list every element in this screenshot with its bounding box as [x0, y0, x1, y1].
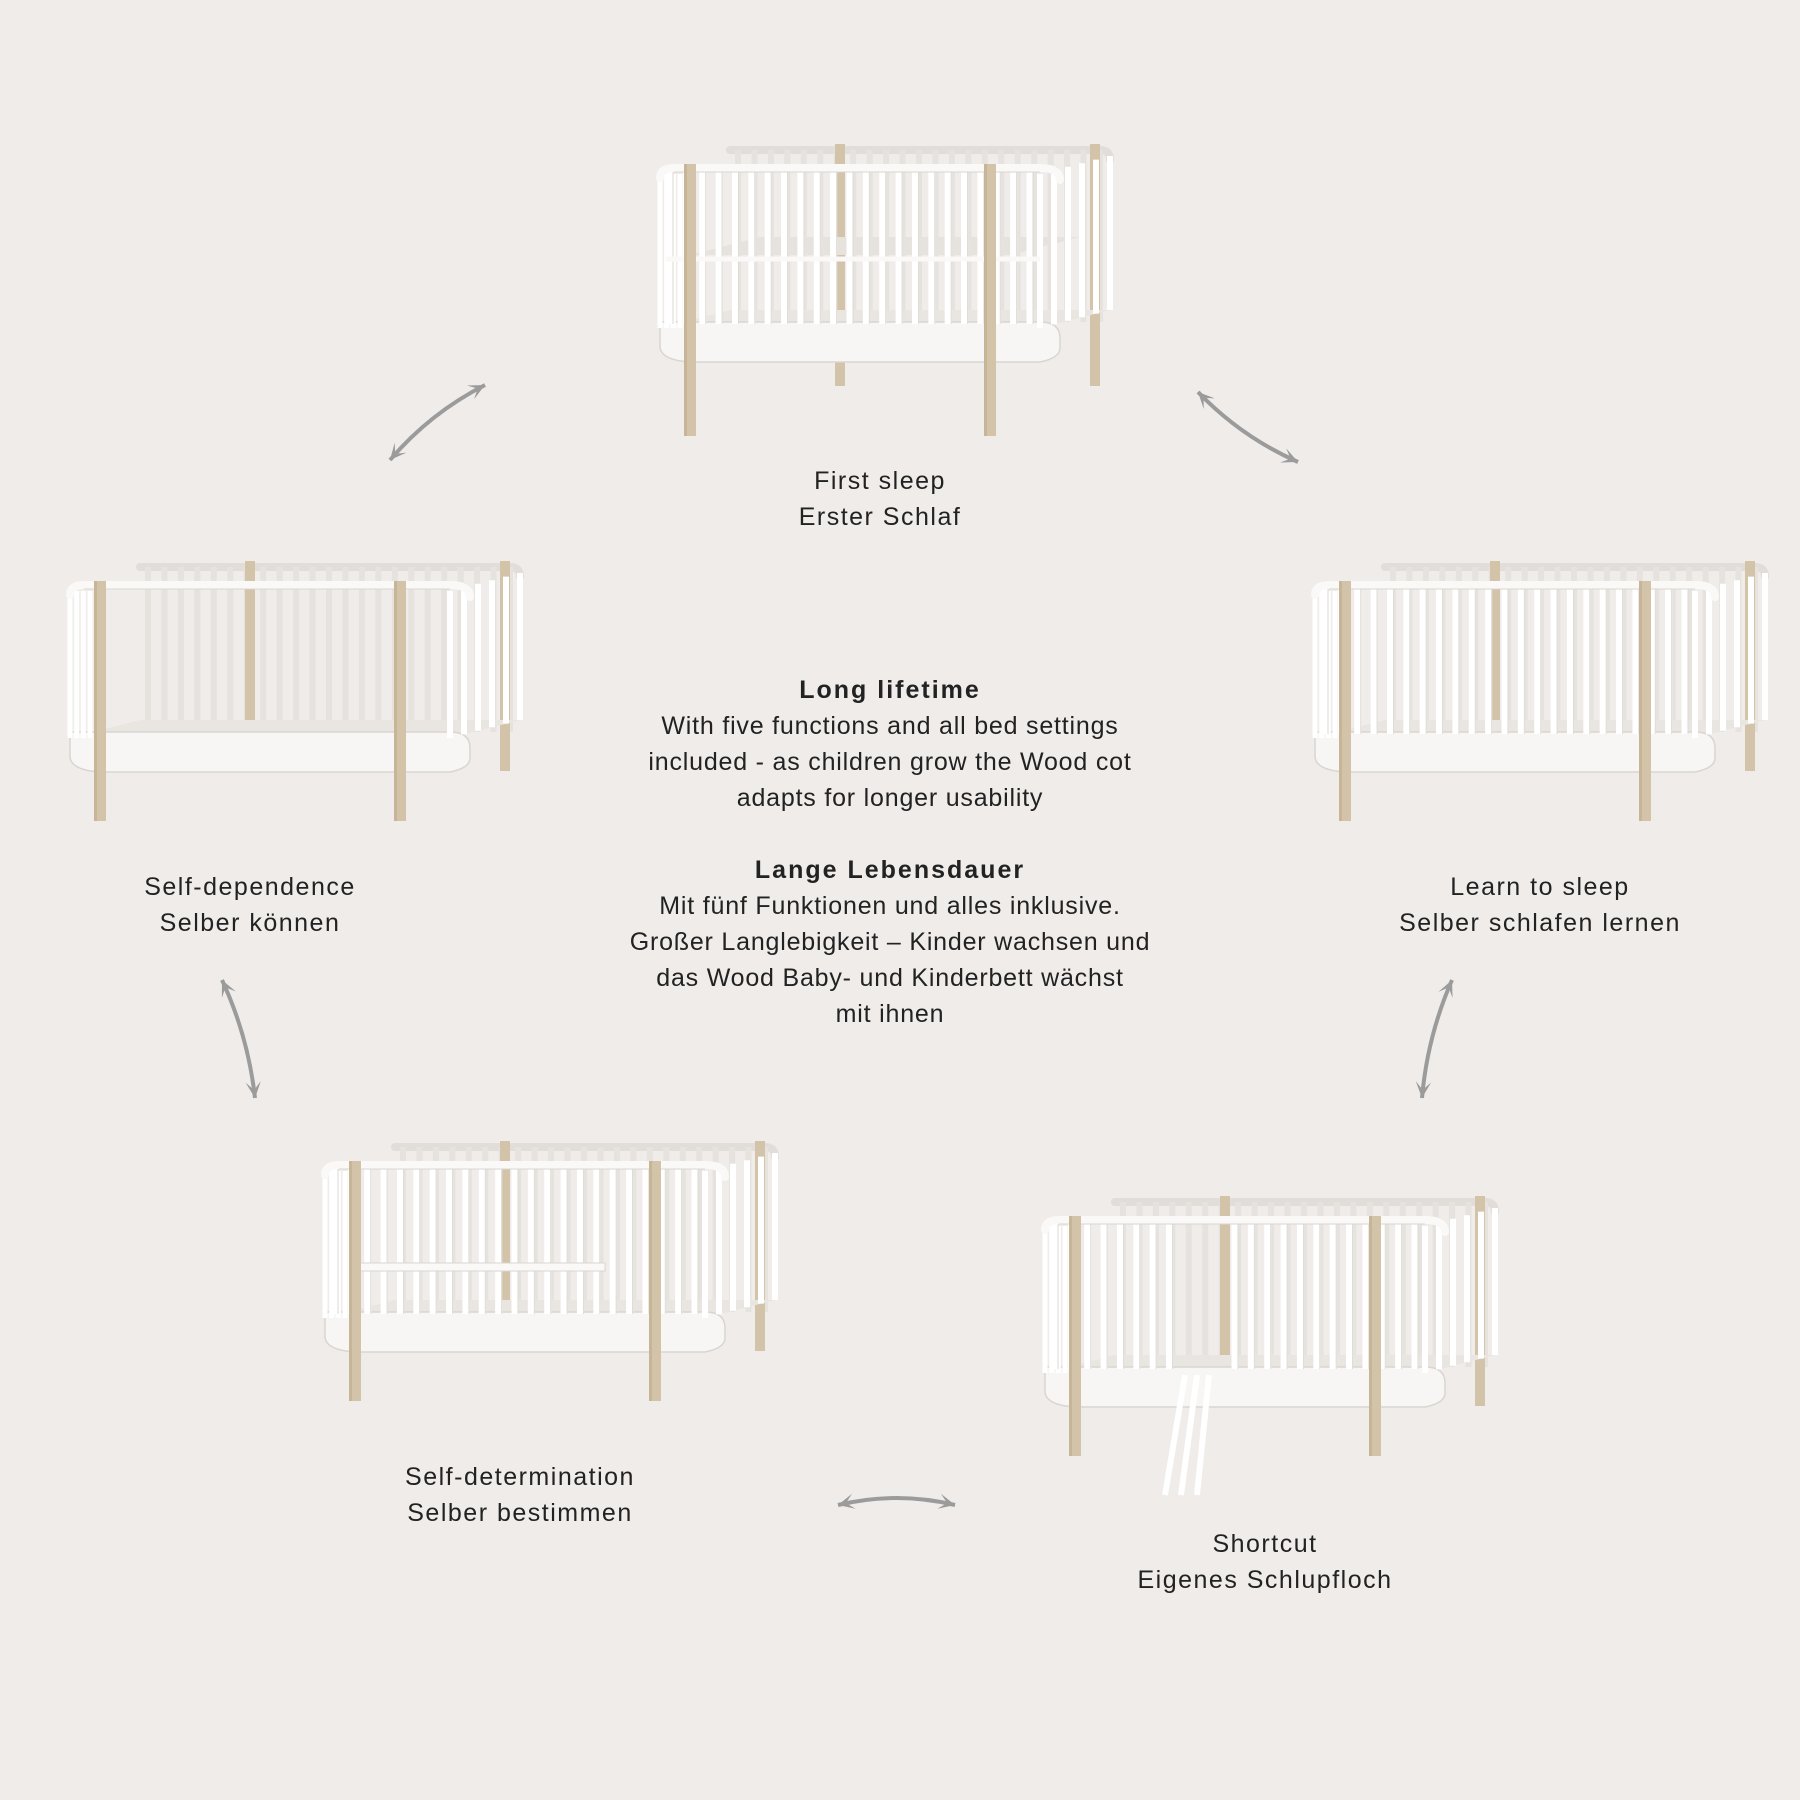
double-arrow-top-left-icon	[390, 385, 485, 460]
center-line-en: With five functions and all bed settings	[661, 712, 1119, 740]
caption-first-sleep-en: First sleep	[814, 467, 946, 495]
caption-first-sleep-de: Erster Schlaf	[798, 503, 962, 531]
center-line-de: mit ihnen	[835, 1000, 945, 1028]
double-arrow-top-right-icon	[1198, 392, 1298, 462]
caption-self-determination-de: Selber bestimmen	[407, 1499, 633, 1527]
caption-shortcut-de: Eigenes Schlupfloch	[1137, 1566, 1393, 1594]
arrow-shaft	[1198, 392, 1298, 462]
caption-learn-to-sleep-en: Learn to sleep	[1450, 873, 1630, 901]
center-line-de: das Wood Baby- und Kinderbett wächst	[656, 964, 1124, 992]
caption-learn-to-sleep-de: Selber schlafen lernen	[1399, 909, 1681, 937]
center-title-de: Lange Lebensdauer	[754, 856, 1026, 884]
double-arrow-left-icon	[222, 980, 261, 1098]
caption-shortcut-en: Shortcut	[1212, 1530, 1318, 1558]
arrow-shaft	[390, 385, 485, 460]
caption-self-dependence-de: Selber können	[159, 909, 341, 937]
center-title-en: Long lifetime	[799, 676, 981, 704]
caption-self-determination-en: Self-determination	[405, 1463, 635, 1491]
arrow-shaft	[222, 980, 255, 1098]
arrow-shaft	[838, 1498, 955, 1505]
center-line-de: Mit fünf Funktionen und alles inklusive.	[659, 892, 1121, 920]
double-arrow-right-icon	[1416, 980, 1453, 1098]
double-arrow-bottom-icon	[838, 1494, 955, 1509]
center-line-en: adapts for longer usability	[736, 784, 1044, 812]
center-line-de: Großer Langlebigkeit – Kinder wachsen und	[629, 928, 1151, 956]
caption-self-dependence-en: Self-dependence	[144, 873, 356, 901]
center-line-en: included - as children grow the Wood cot	[648, 748, 1132, 776]
arrow-shaft	[1422, 980, 1452, 1098]
